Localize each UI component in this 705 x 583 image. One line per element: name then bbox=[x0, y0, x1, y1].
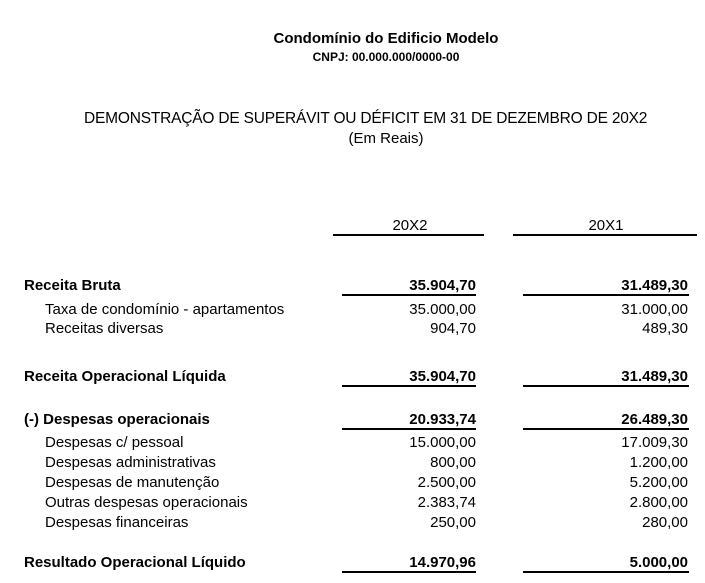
row-value-20x2: 35.000,00 bbox=[409, 301, 476, 318]
row-value-20x1: 280,00 bbox=[642, 514, 688, 531]
row-label-receitas-diversas: Receitas diversas bbox=[45, 320, 164, 337]
row-label-receita-operacional-liquida: Receita Operacional Líquida bbox=[24, 368, 226, 385]
row-value-20x1: 26.489,30 bbox=[621, 411, 688, 428]
subtotal-underline bbox=[342, 294, 476, 296]
column-header-20x2: 20X2 bbox=[392, 217, 428, 234]
column-header-20x1: 20X1 bbox=[588, 217, 624, 234]
row-value-20x1: 31.000,00 bbox=[621, 301, 688, 318]
total-underline bbox=[342, 571, 476, 573]
subtotal-underline bbox=[342, 385, 476, 387]
row-label-outras-despesas: Outras despesas operacionais bbox=[45, 494, 248, 511]
row-value-20x1: 5.200,00 bbox=[629, 474, 688, 491]
row-label-despesas-manutencao: Despesas de manutenção bbox=[45, 474, 220, 491]
row-value-20x1: 31.489,30 bbox=[621, 277, 688, 294]
row-value-20x2: 20.933,74 bbox=[409, 411, 476, 428]
row-label-resultado-operacional-liquido: Resultado Operacional Líquido bbox=[24, 554, 246, 571]
subtotal-underline bbox=[523, 294, 689, 296]
row-value-20x2: 35.904,70 bbox=[409, 368, 476, 385]
row-label-despesas-financeiras: Despesas financeiras bbox=[45, 514, 189, 531]
row-value-20x1: 489,30 bbox=[642, 320, 688, 337]
row-value-20x1: 5.000,00 bbox=[629, 554, 688, 571]
subtotal-underline bbox=[342, 428, 476, 430]
organization-name: Condomínio do Edificio Modelo bbox=[273, 30, 499, 47]
row-label-despesas-administrativas: Despesas administrativas bbox=[45, 454, 216, 471]
row-value-20x2: 2.383,74 bbox=[417, 494, 476, 511]
total-underline bbox=[523, 571, 689, 573]
statement-subtitle: (Em Reais) bbox=[348, 130, 424, 147]
row-value-20x2: 15.000,00 bbox=[409, 434, 476, 451]
column-header-underline-20x2 bbox=[333, 234, 484, 236]
row-label-despesas-pessoal: Despesas c/ pessoal bbox=[45, 434, 184, 451]
row-value-20x2: 250,00 bbox=[430, 514, 476, 531]
row-label-taxa-condominio: Taxa de condomínio - apartamentos bbox=[45, 301, 285, 318]
row-value-20x1: 31.489,30 bbox=[621, 368, 688, 385]
row-label-receita-bruta: Receita Bruta bbox=[24, 277, 121, 294]
row-value-20x2: 904,70 bbox=[430, 320, 476, 337]
subtotal-underline bbox=[523, 428, 689, 430]
row-value-20x2: 14.970,96 bbox=[409, 554, 476, 571]
row-value-20x2: 35.904,70 bbox=[409, 277, 476, 294]
row-label-despesas-operacionais: (-) Despesas operacionais bbox=[24, 411, 210, 428]
row-value-20x2: 800,00 bbox=[430, 454, 476, 471]
organization-cnpj: CNPJ: 00.000.000/0000-00 bbox=[312, 50, 460, 64]
row-value-20x1: 2.800,00 bbox=[629, 494, 688, 511]
statement-title: DEMONSTRAÇÃO DE SUPERÁVIT OU DÉFICIT EM 31 DE DEZEMBRO DE 20X2 bbox=[84, 110, 648, 127]
subtotal-underline bbox=[523, 385, 689, 387]
row-value-20x2: 2.500,00 bbox=[417, 474, 476, 491]
column-header-underline-20x1 bbox=[513, 234, 697, 236]
row-value-20x1: 17.009,30 bbox=[621, 434, 688, 451]
row-value-20x1: 1.200,00 bbox=[629, 454, 688, 471]
